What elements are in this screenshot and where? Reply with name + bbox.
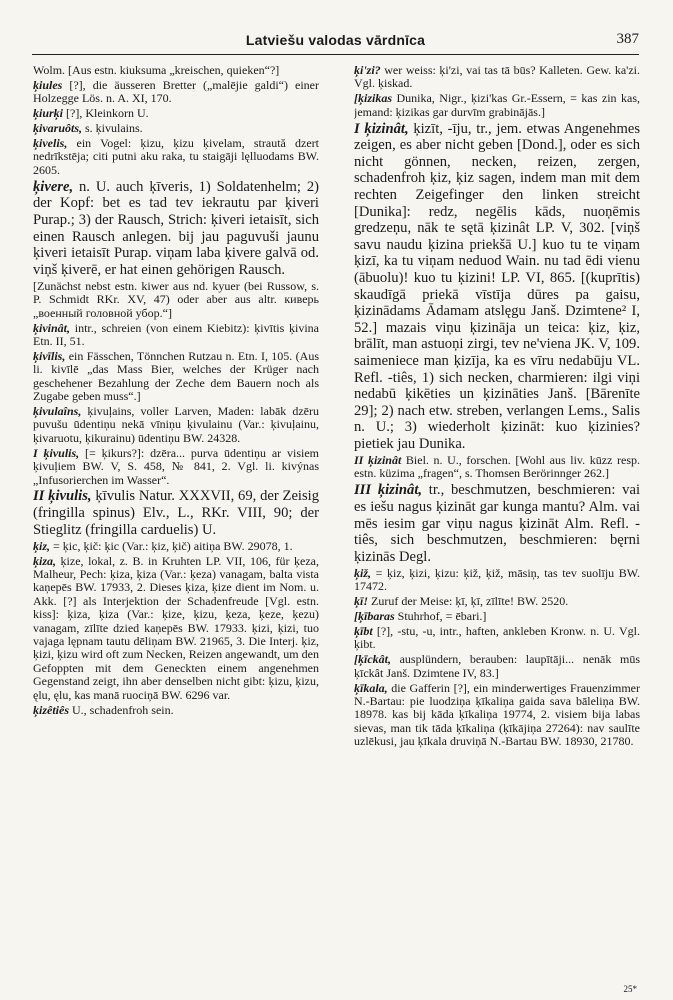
entry-headword: ķiž,	[354, 565, 372, 580]
dictionary-entry	[33, 107, 319, 120]
dictionary-entry	[33, 122, 319, 135]
page-number: 387	[616, 31, 639, 47]
dictionary-entry	[354, 595, 640, 608]
entry-headword: ķiules	[33, 77, 63, 92]
entry-text: [?], -stu, -u, intr., haften, ankleben Kronw. n. U. Vgl. ķibt.	[354, 623, 640, 652]
entry-text: = ķic, ķič: ķic (Var.: ķiz, ķič) aitiņa BW. 29078, 1.	[50, 538, 293, 553]
entry-text: s. ķivulains.	[82, 121, 143, 136]
entry-text: Zuruf der Meise: ķī, ķī, zīlīte! BW. 2520.	[368, 594, 569, 609]
entry-text: tr., beschmutzen, beschmieren: vai es iešu nagus ķizināt gar kunga mantu? Alm. vai mēs iesim gar viņu nagus ķizināt Alm. Refl. -tiês, sich beschmutzen, beschmieren: bęrni ķizinās Degl.	[354, 482, 640, 565]
dictionary-entry	[354, 64, 640, 91]
entry-text: [Zunächst nebst estn. kiwer aus nd. kyuer (bei Russow, s. P. Schmidt RKr. XV, 47) oder aber aus altr. киверь „военный головной убор.“]	[33, 278, 319, 320]
entry-text: intr., schreien (von einem Kiebitz): ķivītis ķivina Etn. II, 51.	[33, 320, 319, 348]
entry-headword: ķiza,	[33, 553, 57, 568]
entry-headword: ķivaruôts,	[33, 121, 83, 136]
entry-text: Wolm. [Aus estn. kiuksuma „kreischen, quieken“?]	[33, 64, 280, 77]
entry-headword: ķivīlis,	[33, 348, 66, 363]
entry-headword: II ķizinât	[354, 453, 402, 467]
left-column	[33, 64, 319, 968]
entry-text: ausplündern, berauben: laupītāji... nenāk mūs ķīckât Janš. Dzimtene IV, 83.]	[354, 652, 640, 680]
dictionary-entry	[33, 447, 319, 487]
entry-headword: ķīkala,	[354, 680, 388, 695]
entry-headword: ķī!	[354, 594, 369, 609]
entry-headword: [ķīckât,	[354, 652, 391, 667]
entry-headword: ķībt	[354, 623, 373, 638]
entry-headword: I ķivulis,	[33, 445, 80, 460]
entry-headword: III ķizinât,	[354, 482, 423, 499]
entry-text: Biel. n. U., forschen. [Wohl aus liv. kūzz resp. estn. küzima „fragen“, s. Thomsen Berörinnger 262.]	[354, 453, 640, 481]
entry-headword: ķivinât,	[33, 320, 71, 335]
dictionary-entry	[354, 121, 640, 453]
right-column	[354, 64, 640, 968]
dictionary-entry	[33, 350, 319, 404]
entry-text: ķīvulis Natur. XXXVII, 69, der Zeisig (fringilla spinus) Elv., L., RKr. VIII, 90; der Stieglitz (fringilla carduelis) U.	[33, 488, 319, 538]
entry-text: die Gafferin [?], ein minderwertiges Frauenzimmer N.-Bartau: pie luodziņa ķīkaliņa gaida sava bāleliņa BW. 18978. kas bij kāda ķīkaliņa 19774, 2. visiem bija labas sievas, man tik tāda ķīkaliņa (ķīkājiņa 27264): nav saulīte uzlēkusi, jau ķīkala druviņā N.-Bartau BW. 18930, 21780.	[354, 680, 640, 749]
dictionary-entry	[354, 92, 640, 119]
dictionary-entry	[33, 322, 319, 349]
entry-text: n. U. auch ķīveris, 1) Soldatenhelm; 2) der Kopf: bet es tad tev iekrautu par ķiveri Purap.; 3) der Rausch, Strich: ķiveri ietaisīt, sich einen Rausch anlegen. bij jau paguvuši jaunu ķiveri ietaisīt Purap. viņam laba ķivere galvā od. viņš ķiverē, er hat einen gehörigen Rausch.	[33, 178, 319, 278]
dictionary-entry	[354, 454, 640, 481]
entry-headword: [ķībaras	[354, 609, 395, 623]
dictionary-entry	[33, 405, 319, 445]
entry-headword: ķivulaîns,	[33, 403, 82, 418]
dictionary-entry	[33, 79, 319, 106]
entry-text: = ķiz, ķizi, ķizu: ķiž, ķiž, māsiņ, tas tev suolīju BW. 17472.	[354, 565, 640, 594]
entry-headword: ķiurķi	[33, 106, 64, 121]
entry-text: ķivuļains, voller Larven, Maden: labāk dzēru puvušu ūdentiņu nekā vīniņu ķivulainu (Var.: ķivuļainu, ķivaruotu, ķikurainu) ūdentiņu BW. 24328.	[33, 403, 319, 445]
entry-headword: I ķizinât,	[354, 120, 409, 137]
dictionary-entry	[354, 482, 640, 565]
entry-headword: ķiz,	[33, 538, 51, 553]
dictionary-entry	[33, 179, 319, 279]
printer-signature: 25*	[623, 984, 637, 994]
running-head	[32, 30, 639, 55]
entry-text: Stuhrhof, = ēbari.]	[394, 609, 487, 623]
dictionary-entry	[33, 704, 319, 717]
dictionary-entry	[354, 610, 640, 623]
entry-headword: [ķizikas	[354, 91, 393, 106]
dictionary-entry	[33, 137, 319, 177]
entry-text: [= ķikurs?]: dzēra... purva ūdentiņu ar visiem ķivuļiem BW. V, S. 458, № 841, 2. Vgl. li. kivýnas „Infusorierchen im Wasser“.	[33, 445, 319, 487]
entry-text: wer weiss: ķi'zi, vai tas tā būs? Kalleten. Gew. ka'zi. Vgl. ķiskad.	[354, 64, 640, 91]
dictionary-entry	[33, 488, 319, 538]
dictionary-entry	[354, 653, 640, 680]
dictionary-entry	[33, 540, 319, 553]
dictionary-entry	[33, 64, 319, 77]
entry-headword: II ķivulis,	[33, 488, 92, 505]
dictionary-entry	[33, 280, 319, 320]
dictionary-entry	[354, 567, 640, 594]
entry-text: Dunika, Nigr., ķizi'kas Gr.-Essern, = kas zin kas, jemand: ķizikas gar durvīm grabinājās.]	[354, 91, 640, 119]
entry-text: ķize, lokal, z. B. in Kruhten LP. VII, 106, für ķeza, Malheur, Pech: ķiza, ķiza (Var.: ķeza) vanagam, balta vista kaņepēs BW. 17933, 2. Dieses ķiza, ķize dient im Nom. u. Akk. [?] als Interjektion der Schadenfreude [Vgl. estn. kiss]: ķiza, ķiza (Var.: ķize, ķizu, ķeza, ķeze, ķezu) vanagam, zīlīte dzied kaņepēs BW. 17933. ķizi, ķizi, tuo vajaga lępnam tautu dēliņam BW. 21965, 3. Die Interj. ķiz, ķizi, ķizu wird oft zum Necken, Reizen angewandt, um den Gefoppten mit dem Geneckten einem angenehmen Gegenstand zeigt, ihn aber denselben nicht gibt: ķizu, ķizu, ęlu, ęlu, kas manā ruociņā BW. 6296 var.	[33, 553, 319, 702]
running-title: Latviešu valodas vārdnīca	[245, 32, 426, 48]
dictionary-entry	[33, 555, 319, 702]
entry-headword: ķi'zi?	[354, 64, 381, 77]
entry-headword: ķizêtiês	[33, 702, 69, 717]
entry-text: U., schadenfroh sein.	[69, 702, 174, 717]
entry-headword: ķivere,	[33, 178, 74, 195]
entry-text: ķizīt, -īju, tr., jem. etwas Angenehmes zeigen, es aber nicht geben [Dond.], oder es sich nicht gönnen, necken, reizen, zergen, schadenfroh ķiz, ķiz sagen, indem man mit dem rechten Zeigefinger den linken streicht [Dunika]: redz, negēlis kāds, nuoņēmis gredzeņu, nāk te sętā ķizinât LP. V, 302. [viņš savu naudu ķizina priekšā U.] kuo tu te viņam ķizī, ka tu viņam neduod Wain. nu tad ēdi vienu (ābuolu)! kuo tu ķizini! LP. VI, 865. [(kuprītis) skaudīgā priekā vīstīja dūres pa gaisu, ķizinādams Ādamam atslęgu Janš. Dzimtene² I, 52.] mazais viņu ķizināja un teica: ķiz, ķiz, brālīt, man astuoņi zirgi, tev ne'viena JK. V, 109. saimeniece man ķizīja, ka es vīru nedabūju VL. Refl. -tiês, 1) sich necken, charmieren: ilgi viņi nedabū ķikēties un ķizināties Janš. [Bārenīte 29]; 2) nach etw. streben, verlangen Lems., Salis n. U.; 3) wiederholt ķizināt: kuo ķizinies? pietiek jau Dunika.	[354, 120, 640, 452]
entry-text: [?], Kleinkorn U.	[63, 106, 149, 121]
entry-headword: ķivelis,	[33, 136, 68, 151]
entry-text: [?], die äusseren Bretter („malējie galdi“) einer Holzegge Lös. n. A. XI, 170.	[33, 77, 319, 106]
entry-text: ein Vogel: ķizu, ķizu ķivelam, straută dzert nedrīkstēja; citi putni aku raka, tu staigāji lęlluodams BW. 2605.	[33, 136, 319, 177]
dictionary-entry	[354, 682, 640, 749]
entry-text: ein Fässchen, Tönnchen Rutzau n. Etn. I, 105. (Aus li. kivīlē „das Mass Bier, welches der Krüger nach geschehener Bezahlung der Zeche dem Bauern noch als Zugabe geben muss“.]	[33, 348, 319, 404]
dictionary-entry	[354, 625, 640, 652]
